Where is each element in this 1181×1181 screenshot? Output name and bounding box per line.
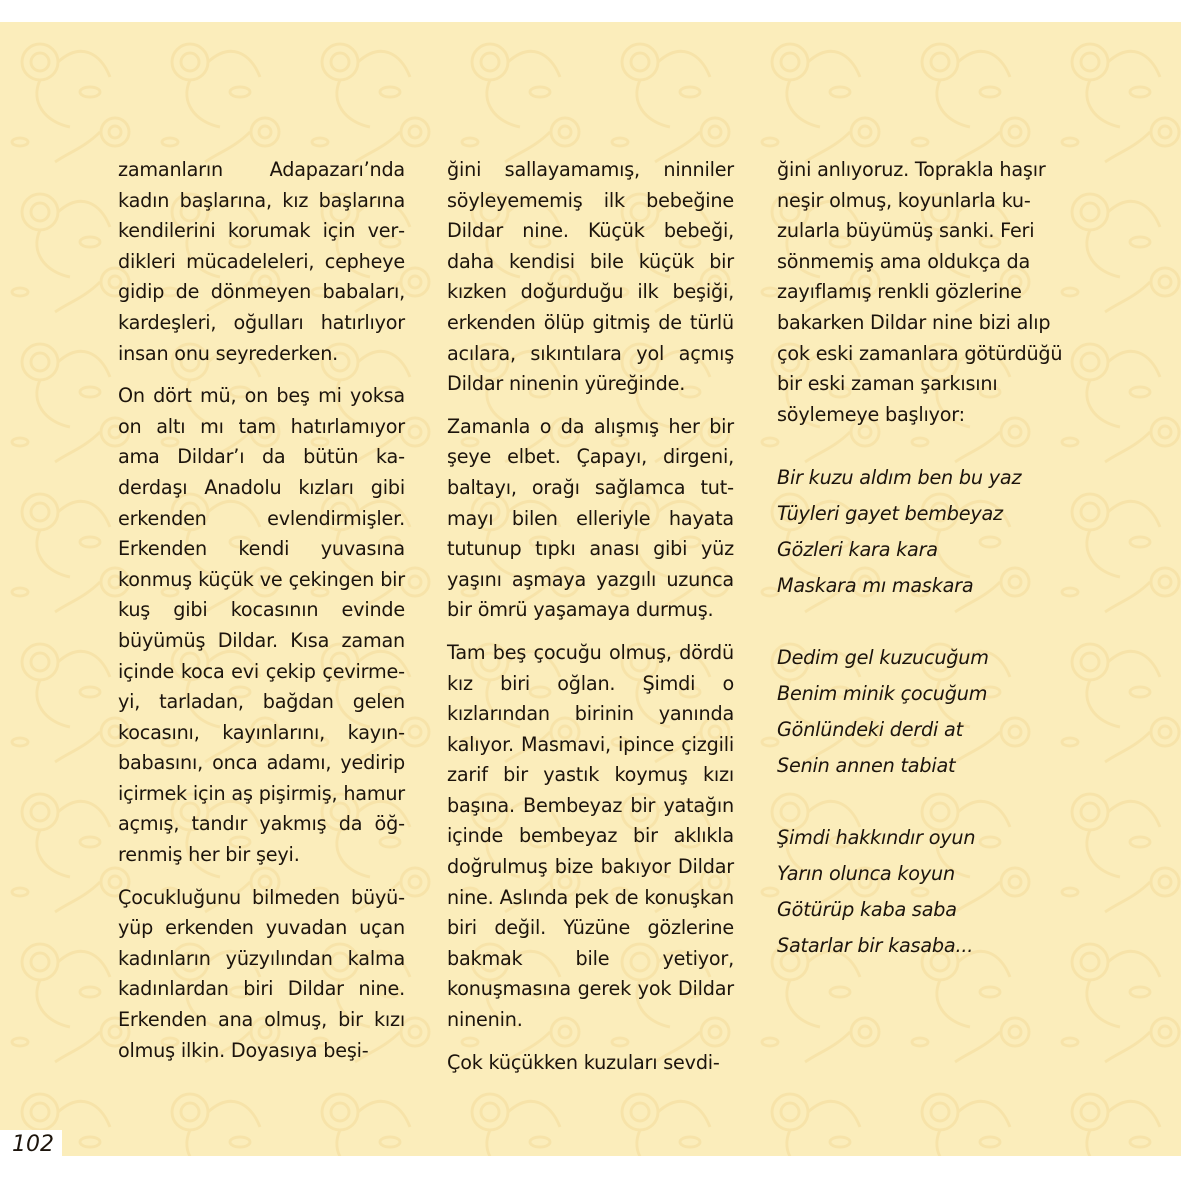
page-number: 102 bbox=[0, 1130, 62, 1160]
paragraph: Tam beş çocuğu olmuş, dördü kız biri oğlan. Şimdi o kızlarından birinin yanında kalıyor. Masmavi, ipince çizgili zarif bir yastık koymuş kızı başına. Bembeyaz bir yatağın içinde bembeyaz bir aklıkla doğrulmuş bize bakıyor Dildar nine. Aslında pek de konuşkan biri değil. Yüzüne gözlerine bakmak bile yetiyor, konuşmasına gerek yok Dildar ninenin. bbox=[447, 640, 734, 1032]
poem-line: Yarın olunca koyun bbox=[777, 862, 955, 886]
poem-line: Satarlar bir kasaba... bbox=[777, 934, 974, 958]
text-column-1 bbox=[118, 155, 405, 1078]
poem-line: Tüyleri gayet bembeyaz bbox=[777, 502, 1003, 526]
poem-line: Şimdi hakkındır oyun bbox=[777, 826, 976, 850]
paragraph: Çocukluğunu bilmeden büyüyüp erkenden yuvadan uçan kadınların yüzyılından kalma kadınlardan biri Dildar nine. Erkenden ana olmuş, bir kızı olmuş ilkin. Doyasıya beşi- bbox=[118, 885, 405, 1062]
poem-line: Bir kuzu aldım ben bu yaz bbox=[777, 466, 1022, 490]
poem-line: Dedim gel kuzucuğum bbox=[777, 646, 989, 670]
stanza bbox=[777, 820, 1064, 964]
paragraph: Zamanla o da alışmış her bir şeye elbet. Çapayı, dirgeni, baltayı, orağı sağlamca tutmayı bilen elleriyle hayata tutunup tıpkı anası gibi yüz yaşını aşmaya yazgılı uzunca bir ömrü yaşamaya durmuş. bbox=[447, 414, 734, 622]
poem-line: Benim minik çocuğum bbox=[777, 682, 988, 706]
page-background bbox=[0, 22, 1181, 1156]
paragraph: ğini sallayamamış, ninniler söyleyememiş ilk bebeğine Dildar nine. Küçük bebeği, daha kendisi bile küçük bir kızken doğurduğu ilk beşiği, erkenden ölüp gitmiş de türlü acılara, sıkıntılara yol açmış Dildar ninenin yüreğinde. bbox=[447, 158, 734, 396]
paragraph: On dört mü, on beş mi yoksa on altı mı tam hatırlamıyor ama Dildar’ı da bütün kaderdaşı Anadolu kızları gibi erkenden evlendirmişler. Erkenden kendi yuvasına konmuş küçük ve çekingen bir kuş gibi kocasının evinde büyümüş Dildar. Kısa zaman içinde koca evi çekip çevirmeyi, tarladan, bağdan gelen kocasını, kayınlarını, kayınbabasını, onca adamı, yedirip içirmek için aş pişirmiş, hamur açmış, tandır yakmış da öğrenmiş her bir şeyi. bbox=[118, 384, 405, 867]
stanza bbox=[777, 640, 1064, 784]
text-column-2 bbox=[447, 155, 734, 1090]
paragraph: ğini anlıyoruz. Toprakla haşır neşir olmuş, koyunlarla kuzularla büyümüş sanki. Feri sönmemiş ama oldukça da zayıflamış renkli gözlerine bakarken Dildar nine bizi alıp çok eski zamanlara götürdüğü bir eski zaman şarkısını söylemeye başlıyor: bbox=[777, 158, 1063, 426]
paragraph: Çok küçükken kuzuları sevdi- bbox=[447, 1050, 720, 1074]
song-lyrics bbox=[777, 460, 1064, 964]
paragraph: zamanların Adapazarı’nda kadın başlarına, kız başlarına kendilerini korumak için verdikleri mücadeleleri, cepheye gidip de dönmeyen babaları, kardeşleri, oğulları hatırlıyor insan onu seyrederken. bbox=[118, 158, 405, 365]
poem-line: Gözleri kara kara bbox=[777, 538, 938, 562]
text-column-3 bbox=[777, 155, 1064, 1000]
poem-line: Götürüp kaba saba bbox=[777, 898, 957, 922]
stanza bbox=[777, 460, 1064, 604]
poem-line: Maskara mı maskara bbox=[777, 574, 974, 598]
poem-line: Gönlündeki derdi at bbox=[777, 718, 963, 742]
poem-line: Senin annen tabiat bbox=[777, 754, 956, 778]
